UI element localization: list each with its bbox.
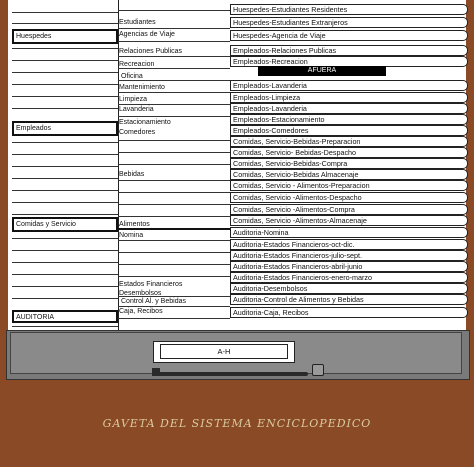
folder-oficina[interactable]: Oficina (121, 73, 143, 80)
tab-label: AUDITORIA (16, 314, 54, 321)
folder-card-label: Comidas, Servicio-Bebidas-Compra (233, 159, 348, 168)
folder-line (12, 178, 118, 179)
folder-line (12, 166, 118, 167)
folder-card[interactable] (230, 17, 468, 28)
folder-card-label: Empleados-Estacionamiento (233, 115, 325, 124)
folder-line (12, 250, 118, 251)
handle-right-mount (312, 364, 324, 376)
drawer-label (160, 344, 288, 359)
folder-card[interactable] (230, 136, 468, 147)
folder-card-label: Huespedes-Agencia de Viaje (233, 31, 326, 40)
folder-line (12, 214, 118, 215)
tab-label: Comidas y Servicio (16, 221, 76, 228)
folder-line (12, 72, 118, 73)
folder-line (12, 274, 118, 275)
folder-line (118, 116, 230, 117)
folder-card-label: Auditoria-Estados Financieros-oct-dic. (233, 240, 355, 249)
folder-card[interactable] (230, 125, 468, 136)
folder-lavanderia[interactable]: Lavanderia (119, 106, 154, 113)
folder-limpieza[interactable]: Limpieza (119, 96, 148, 103)
folder-line (118, 192, 230, 193)
folder-card-label: Auditoria-Estados Financieros-julio-sept. (233, 251, 363, 260)
folder-line (12, 262, 118, 263)
folder-card-label: Empleados-Limpieza (233, 93, 301, 102)
folder-line (12, 48, 118, 49)
folder-line (12, 298, 118, 299)
folder-line (12, 238, 118, 239)
folder-line (12, 154, 118, 155)
folder-line (118, 264, 230, 265)
folder-card[interactable] (230, 307, 468, 318)
folder-line (118, 252, 230, 253)
folder-card-label: Auditoria-Nomina (233, 228, 289, 237)
folder-estudiantes[interactable]: Estudiantes (119, 19, 156, 26)
folder-line (12, 108, 118, 109)
folder-line (118, 180, 230, 181)
folder-card[interactable] (230, 180, 468, 191)
tab-label: Huespedes (16, 33, 52, 40)
folder-card[interactable] (230, 147, 468, 158)
folder-line (118, 56, 230, 57)
folder-agencias-de-viaje[interactable]: Agencias de Viaje (119, 31, 175, 38)
folder-card-label: Empleados-Comedores (233, 126, 309, 135)
folder-line (118, 276, 230, 277)
drawer-label-text: A-H (217, 347, 231, 356)
folder-card[interactable] (230, 227, 468, 238)
folder-caja-recibos[interactable]: Caja, Recibos (119, 308, 163, 315)
folder-card-label: Auditoria-Desembolsos (233, 284, 308, 293)
folder-card-label: Empleados-Recreacion (233, 57, 308, 66)
tab-empleados[interactable] (12, 121, 118, 136)
folder-card[interactable] (230, 45, 468, 56)
folder-card[interactable] (230, 283, 468, 294)
folder-line (118, 240, 230, 241)
folder-card-label: Empleados-Lavanderia (233, 104, 307, 113)
out-card-label: AFUERA (307, 67, 337, 74)
folder-card[interactable] (230, 158, 468, 169)
folder-line (118, 164, 230, 165)
folder-control-al-bebidas[interactable]: Control Al. y Bebidas (121, 298, 186, 305)
folder-card-label: Comidas, Servicio- Bebidas-Despacho (233, 148, 357, 157)
folder-line (12, 23, 118, 24)
folder-line (12, 202, 118, 203)
folder-line (12, 96, 118, 97)
folder-estacionamiento[interactable]: Estacionamiento (119, 119, 171, 126)
folder-card-label: Comidas, Servicio - Alimentos-Preparacion (233, 181, 370, 190)
folder-relaciones-publicas[interactable]: Relaciones Publicas (119, 48, 183, 55)
folder-card[interactable] (230, 30, 468, 41)
folder-card-label: Auditoria-Caja, Recibos (233, 308, 309, 317)
folder-card-label: Comidas, Servicio -Alimentos-Compra (233, 205, 355, 214)
folder-card[interactable] (230, 204, 468, 215)
folder-card[interactable] (230, 92, 468, 103)
tab-label: Empleados (16, 125, 52, 132)
folder-card-label: Huespedes-Estudiantes Extranjeros (233, 18, 348, 27)
drawer-handle[interactable] (158, 372, 308, 376)
folder-card[interactable] (230, 294, 468, 305)
folder-card[interactable] (230, 192, 468, 203)
folder-recreacion[interactable]: Recreacion (119, 61, 155, 68)
folder-card-label: Comidas, Servicio-Bebidas Almacenaje (233, 170, 359, 179)
folder-card-label: Empleados-Lavanderia (233, 81, 307, 90)
tab-huespedes[interactable] (12, 29, 118, 44)
folder-card-label: Comidas, Servicio -Alimentos-Despacho (233, 193, 362, 202)
folder-card[interactable] (230, 250, 468, 261)
folder-line (118, 28, 230, 29)
folder-card[interactable] (230, 80, 468, 91)
folder-alimentos[interactable]: Alimentos (119, 221, 150, 228)
folder-comedores[interactable]: Comedores (119, 129, 156, 136)
folder-mantenimiento[interactable]: Mantenimiento (119, 84, 165, 91)
folder-line (12, 60, 118, 61)
folder-card[interactable] (230, 103, 468, 114)
folder-card-label: Auditoria-Estados Financieros-abril-junio (233, 262, 363, 271)
folder-card-label: Auditoria-Control de Alimentos y Bebidas (233, 295, 364, 304)
folder-line (118, 10, 230, 11)
folder-line (118, 204, 230, 205)
folder-desembolsos[interactable]: Desembolsos (119, 290, 162, 297)
folder-nomina[interactable]: Nomina (119, 232, 144, 239)
folder-line (118, 216, 230, 217)
folder-card-label: Comidas, Servicio-Bebidas-Preparacion (233, 137, 361, 146)
folder-line (12, 190, 118, 191)
folder-card[interactable] (230, 272, 468, 283)
folder-card[interactable] (230, 114, 468, 125)
folder-line (118, 92, 230, 93)
folder-card-label: Comidas, Servicio -Alimentos-Almacenaje (233, 216, 367, 225)
folder-line (12, 84, 118, 85)
folder-card-label: Empleados-Relaciones Publicas (233, 46, 337, 55)
folder-line (12, 326, 118, 327)
folder-card-label: Huespedes-Estudiantes Residentes (233, 5, 348, 14)
folder-line (118, 318, 230, 319)
caption: GAVETA DEL SISTEMA ENCICLOPEDICO (102, 417, 372, 430)
folder-card[interactable] (230, 169, 468, 180)
tab-auditoria[interactable] (12, 310, 118, 323)
folder-line (118, 41, 230, 42)
folder-bebidas[interactable]: Bebidas (119, 171, 145, 178)
folder-line (12, 286, 118, 287)
folder-card[interactable] (230, 239, 468, 250)
folder-line (118, 152, 230, 153)
folder-card[interactable] (230, 4, 468, 15)
folder-line (118, 140, 230, 141)
folder-card[interactable] (230, 215, 468, 226)
folder-line (12, 142, 118, 143)
tab-comidas-servicio[interactable] (12, 217, 118, 232)
folder-line (12, 12, 118, 13)
folder-card-label: Auditoria-Estados Financieros-enero-marzo (233, 273, 373, 282)
out-card[interactable] (258, 66, 386, 76)
folder-estados-financieros[interactable]: Estados Financieros (119, 281, 183, 288)
folder-card[interactable] (230, 261, 468, 272)
